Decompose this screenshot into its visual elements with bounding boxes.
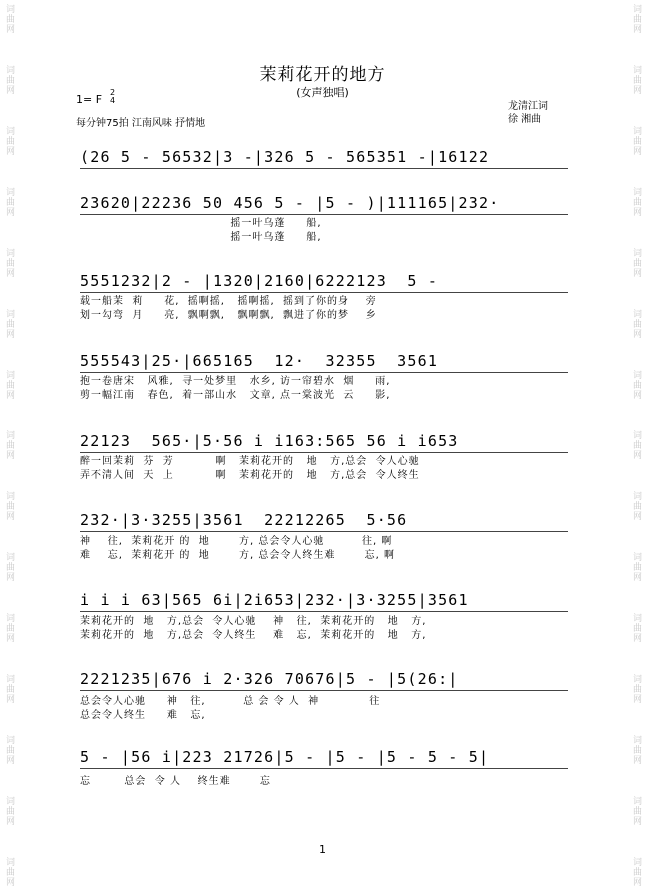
beam-line-4 bbox=[80, 372, 568, 373]
notation-line-7: i i i 63|565 6i|2i653|232·|3·3255|3561 bbox=[80, 591, 469, 609]
notation-line-5: 22123 565·|5·56 i i163:565 56 i i653 bbox=[80, 432, 459, 450]
notation-line-9: 5 - |56 i|223 21726|5 - |5 - |5 - 5 - 5| bbox=[80, 748, 490, 766]
meter-top: 2 bbox=[110, 88, 116, 97]
credits bbox=[508, 100, 548, 126]
lyric-line-3b: 划一勾弯 月 亮, 飘啊飘, 飘啊飘, 飘进了你的梦 乡 bbox=[80, 310, 377, 321]
lyric-line-9a: 忘 总会 令 人 终生难 忘 bbox=[80, 776, 271, 787]
watermark-right: 词曲网 词曲网 词曲网 词曲网 词曲网 词曲网 词曲网 词曲网 词曲网 词曲网 词曲网 词曲网 词曲网 词曲网 词曲网 bbox=[631, 4, 641, 887]
beam-line-3 bbox=[80, 292, 568, 293]
beam-line-5 bbox=[80, 452, 568, 453]
page-number: 1 bbox=[319, 843, 326, 856]
notation-line-2: 23620|22236 50 456 5 - |5 - )|111165|232· bbox=[80, 194, 500, 212]
lyric-line-7b: 茉莉花开的 地 方,总会 令人终生 难 忘, 茉莉花开的 地 方, bbox=[80, 630, 427, 641]
lyric-line-8a: 总会令人心驰 神 往, 总 会 令 人 神 往 bbox=[80, 696, 381, 707]
beam-line-8 bbox=[80, 690, 568, 691]
lyric-line-5a: 醉一回茉莉 芬 芳 啊 茉莉花开的 地 方,总会 令人心驰 bbox=[80, 456, 420, 467]
key-signature: 1= F bbox=[76, 93, 103, 106]
notation-line-6: 232·|3·3255|3561 22212265 5·56 bbox=[80, 511, 408, 529]
watermark-left: 词曲网 词曲网 词曲网 词曲网 词曲网 词曲网 词曲网 词曲网 词曲网 词曲网 词曲网 词曲网 词曲网 词曲网 词曲网 bbox=[4, 4, 14, 887]
lyricist: 龙清江词 bbox=[508, 101, 548, 112]
tempo-marking: 每分钟75拍 江南风味 抒情地 bbox=[76, 118, 206, 129]
meter-bottom: 4 bbox=[110, 96, 116, 105]
composer: 徐 湘曲 bbox=[508, 114, 542, 125]
song-subtitle: (女声独唱) bbox=[296, 86, 349, 99]
beam-line-2 bbox=[80, 214, 568, 215]
beam-line-6 bbox=[80, 531, 568, 532]
lyric-line-3a: 载一船茉 莉 花, 摇啊摇, 摇啊摇, 摇到了你的身 旁 bbox=[80, 296, 377, 307]
beam-line-9 bbox=[80, 768, 568, 769]
beam-line-1 bbox=[80, 168, 568, 169]
lyric-line-7a: 茉莉花开的 地 方,总会 令人心驰 神 往, 茉莉花开的 地 方, bbox=[80, 616, 427, 627]
notation-line-4: 555543|25·|665165 12· 32355 3561 bbox=[80, 352, 439, 370]
lyric-line-2b: 摇一叶乌蓬 船, bbox=[80, 232, 322, 243]
notation-line-1: (26 5 - 56532|3 -|326 5 - 565351 -|16122 bbox=[80, 148, 490, 166]
lyric-line-5b: 弄不清人间 天 上 啊 茉莉花开的 地 方,总会 令人终生 bbox=[80, 470, 420, 481]
song-title: 茉莉花开的地方 bbox=[259, 65, 386, 85]
lyric-line-2a: 摇一叶乌蓬 船, bbox=[80, 218, 322, 229]
time-signature bbox=[110, 89, 115, 105]
lyric-line-6a: 神 往, 茉莉花开 的 地 方, 总会令人心驰 往, 啊 bbox=[80, 536, 393, 547]
lyric-line-4b: 剪一幅江南 春色, 着一部山水 文章, 点一棠波光 云 影, bbox=[80, 390, 391, 401]
lyric-line-4a: 抱一卷唐宋 风雅, 寻一处梦里 水乡, 访一帘碧水 烟 雨, bbox=[80, 376, 391, 387]
notation-line-3: 5551232|2 - |1320|2160|6222123 5 - bbox=[80, 272, 439, 290]
notation-line-8: 2221235|676 i 2·326 70676|5 - |5(26:| bbox=[80, 670, 459, 688]
lyric-line-6b: 难 忘, 茉莉花开 的 地 方, 总会令人终生难 忘, 啊 bbox=[80, 550, 396, 561]
lyric-line-8b: 总会令人终生 难 忘, bbox=[80, 710, 206, 721]
beam-line-7 bbox=[80, 611, 568, 612]
